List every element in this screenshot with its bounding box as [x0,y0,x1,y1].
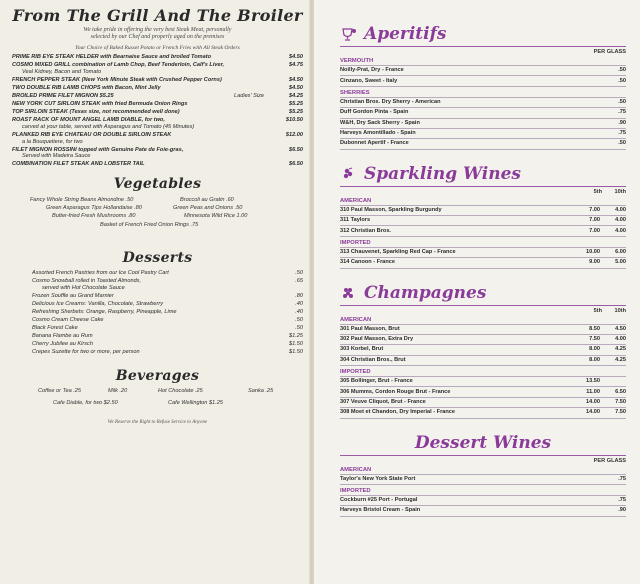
section-rule [340,305,626,306]
dessert-item-price: .65 [295,278,303,284]
tenth-column-label: 10th [614,188,626,195]
group-divider [340,495,626,496]
price-column-label: PER GLASS [593,457,626,464]
dessert-item-price: $1.50 [289,349,303,356]
wine-price-fifth [574,78,600,85]
wine-price-fifth: 7.50 [589,336,600,343]
vegetable-item: Fancy Whole String Beans Almondine .50 [30,196,134,203]
grill-item-text [12,77,279,84]
group-divider [340,474,626,475]
wine-name: 306 Mumms, Cordon Rouge Brut - France [340,388,451,395]
column-header [340,458,626,464]
dessert-item-text [32,278,279,291]
group-divider [340,97,626,98]
dessert-item-detail: served with Hot Chocolate Sauce [42,284,125,291]
row-divider [340,344,626,345]
dessert-item-name: Black Forest Cake [32,325,78,332]
wine-price-fifth: 14.00 [586,398,600,405]
wine-name: Dubonnet Apertif - France [340,140,409,147]
vegetables-list [30,196,303,240]
dessert-item [32,349,303,356]
wine-name: 303 Korbel, Brut [340,346,384,353]
potato-note: Your Choice of Baked Russet Potato or French Fries with All Steak Orders [75,45,240,51]
row-divider [340,236,626,237]
row-divider [340,484,626,485]
grill-item-detail: Veal Kidney, Bacon and Tomato [22,68,102,75]
grill-item-price: $5.25 [289,101,303,108]
dessert-item-price: .50 [295,325,303,332]
grill-item-detail: Served with Madeira Sauce [22,153,91,160]
wine-name: 307 Veuve Cliquot, Brut - France [340,398,426,405]
wine-price-tenth: .75 [618,130,626,137]
wine-price-fifth [574,109,600,116]
wine-price-fifth: 8.00 [589,356,600,363]
section-heading [340,164,626,184]
dessert-item [32,325,303,332]
wine-group-heading: SHERRIES [340,89,370,96]
dessert-item [32,301,303,308]
wine-name: 308 Moet et Chandon, Dry Imperial - France [340,409,456,416]
wine-price-fifth [574,507,600,514]
row-divider [340,149,626,150]
wine-name: 310 Paul Masson, Sparkling Burgundy [340,206,442,213]
dessert-item-text [32,270,279,277]
grill-item [12,101,303,108]
wine-price-tenth: .50 [618,98,626,105]
section-title: Sparkling Wines [364,163,521,184]
wine-item [340,78,626,85]
beverage-item: Milk .20 [108,387,128,394]
grill-item-name: COMBINATION FILET STEAK AND LOBSTER TAIL [12,161,145,168]
grill-item-name: FRENCH PEPPER STEAK (New York Minute Steak with Crushed Pepper Corns) [12,76,222,83]
section-heading [340,24,626,44]
wine-item [340,217,626,224]
row-divider [340,365,626,366]
dessert-item [32,293,303,300]
intro-line-1: We take pride in offering the very best Steak Meat, personally [83,27,232,33]
wine-name: Duff Gordon Pinta - Spain [340,109,409,116]
dessert-item-price: .40 [295,308,303,315]
wine-item [340,130,626,137]
section-rule [340,46,626,47]
vegetable-item: Broccoli au Gratin .60 [180,196,234,203]
vegetable-item: Basket of French Fried Onion Rings .75 [100,221,199,228]
wine-name: Christian Bros. Dry Sherry - American [340,98,441,105]
wine-item [340,207,626,214]
grill-item-price: $10.50 [285,117,303,124]
column-header [340,189,626,195]
grill-item-price: $4.50 [289,84,303,91]
grill-item [12,132,303,145]
row-divider [340,334,626,335]
row-divider [340,138,626,139]
wine-price-fifth [574,476,600,483]
beverage-item: Cafe Wellington $1.25 [168,399,223,406]
fifth-column-label: 5th [593,307,602,314]
grill-item-detail: carved at your table, served with Asparagus and Tomato (45 Minutes) [22,123,195,130]
vegetable-item: Green Peas and Onions .50 [173,204,243,211]
wine-price-fifth [574,497,600,504]
wine-group-heading: VERMOUTH [340,58,374,64]
wine-item [340,109,626,116]
wine-group-heading: AMERICAN [340,466,372,473]
wine-price-tenth: .50 [618,140,626,147]
grill-item-price: $4.25 [289,92,303,99]
dessert-item-name: Cosmo Snowball rolled in Toasted Almonds, [32,278,142,284]
grill-item-text [12,85,279,92]
dessert-item [32,317,303,324]
dessert-item-name: Frozen Souffle au Grand Marnier [32,292,114,299]
desserts-title: Desserts [122,249,193,266]
section-heading [340,433,626,453]
grill-item-name: TWO DOUBLE RIB LAMB CHOPS with Bacon, Mint Jelly [12,84,161,91]
vegetable-item: Butter-fried Fresh Mushrooms .80 [52,212,136,219]
wine-price-tenth [600,378,626,385]
grill-item [12,54,303,61]
row-divider [340,268,626,269]
wine-price-tenth: .75 [618,109,626,116]
dessert-item-name: Cosmo Cream Cheese Cake [32,316,104,323]
group-divider [340,247,626,248]
grill-item-price: $12.00 [285,131,303,138]
grill-item-name: BROILED PRIME FILET MIGNON $5.25 [12,92,114,99]
dessert-item-text [32,301,279,308]
grill-title: From The Grill And The Broiler [12,6,303,25]
dessert-item-text [32,309,279,316]
wine-price-fifth: 7.00 [589,206,600,213]
row-divider [340,257,626,258]
grill-item [12,147,303,160]
wine-group-heading: AMERICAN [340,316,372,323]
beverage-item: Coffee or Tea .25 [38,387,82,394]
grape-icon [340,27,358,41]
wine-item [340,378,626,385]
grill-item-text [12,54,279,61]
wine-name: Noilly-Prat, Dry - France [340,67,404,74]
wine-name: Taylor's New York State Port [340,475,416,482]
wine-price-tenth: .75 [618,475,626,482]
intro-line-2: selected by our Chef and properly aged on the premises [90,34,225,40]
wine-name: 314 Canoon - France [340,259,396,266]
dessert-item-text [32,333,279,340]
grill-item [12,62,303,75]
wine-price-tenth: .90 [618,119,626,126]
wine-price-fifth [574,67,600,74]
wine-name: Cockburn #25 Port - Portugal [340,497,418,504]
grape-icon [340,167,358,181]
wine-name: 313 Chauvenet, Sparkling Red Cap - France [340,248,456,255]
group-divider [340,205,626,206]
wine-name: 305 Bollinger, Brut - France [340,378,413,385]
vegetables-title: Vegetables [113,175,202,192]
grill-item-text [12,62,279,75]
wine-list-page [313,0,640,584]
wine-item [340,346,626,353]
vegetable-item: Minnesota Wild Rice 1.00 [184,212,248,219]
wine-price-tenth: .90 [618,507,626,514]
grill-item-text [12,93,219,100]
wine-price-fifth: 7.00 [589,227,600,234]
group-divider [340,65,626,66]
wine-price-tenth: 6.00 [615,248,626,255]
grill-item-name: ROAST RACK OF MOUNT ANGEL LAMB DIABLE, for two, [12,117,165,124]
section-title: Aperitifs [364,24,447,44]
wine-item [340,67,626,74]
row-divider [340,355,626,356]
wine-section-champagnes [340,283,626,419]
dessert-item-text [32,349,279,356]
service-footer: We Reserve the Right to Refuse Service to Anyone [107,419,208,425]
wine-section-sparkling [340,164,626,269]
row-divider [340,107,626,108]
dessert-item-text [32,325,279,332]
wine-price-fifth: 8.50 [589,325,600,332]
dessert-item-name: Crepes Suzette for two or more, per person [32,349,140,356]
grill-item [12,109,303,116]
grill-intro [12,27,303,41]
dessert-item-price: .50 [295,316,303,323]
grill-item-text [12,117,279,130]
wine-name: W&H, Dry Sack Sherry - Spain [340,119,420,126]
beverage-item: Sanka .25 [248,387,274,394]
dessert-item [32,270,303,277]
wine-name: Harveys Amontillado - Spain [340,130,416,137]
beverages-list [18,388,303,410]
grill-item-name: TOP SIRLOIN STEAK (Texas size, not recommended well done) [12,109,180,116]
wine-name: 302 Paul Masson, Extra Dry [340,336,414,343]
dessert-item-name: Delicious Ice Creams: Vanilla, Chocolate, Strawberry [32,300,163,307]
wine-price-fifth: 14.00 [586,409,600,416]
wine-price-fifth: 7.00 [589,217,600,224]
wine-price-fifth: 8.00 [589,346,600,353]
dessert-item [32,278,303,291]
dessert-item-price: .80 [295,292,303,299]
grape-icon [340,286,358,300]
wine-price-fifth: 13.50 [586,378,600,385]
row-divider [340,128,626,129]
wine-price-tenth: 4.00 [615,206,626,213]
row-divider [340,516,626,517]
wine-price-fifth [574,140,600,147]
wine-group-heading: IMPORTED [340,369,371,375]
dessert-item-price: $1.25 [289,333,303,340]
dessert-item-text [32,317,279,324]
wine-price-fifth [574,99,600,106]
wine-item [340,228,626,235]
wine-item [340,476,626,483]
row-divider [340,397,626,398]
grill-item [12,93,303,100]
wine-item [340,326,626,333]
group-divider [340,376,626,377]
wine-group-heading: AMERICAN [340,197,372,204]
beverage-item: Hot Chocolate .25 [158,387,203,394]
wine-price-tenth: .75 [618,497,626,504]
grill-menu-page [0,0,313,584]
vegetable-item: Green Asparagus Tips Hollandaise .80 [46,204,142,211]
grill-item-price: $4.50 [289,54,303,60]
dessert-item-price: .50 [295,269,303,276]
row-divider [340,407,626,408]
section-rule [340,186,626,187]
dessert-item-price: .40 [295,300,303,307]
row-divider [340,75,626,76]
grill-item-text [12,101,279,108]
wine-section-aperitifs [340,24,626,150]
grill-item-price: $4.75 [289,62,303,69]
wine-item [340,507,626,514]
section-title: Champagnes [364,282,487,303]
dessert-item-list [12,270,303,356]
grill-item-text [12,109,279,116]
grill-item-list [12,54,303,168]
fifth-column-label: 5th [593,188,602,195]
group-divider [340,324,626,325]
wine-price-tenth: 4.50 [615,325,626,332]
price-column-label: PER GLASS [593,49,626,55]
dessert-item-text [32,293,279,300]
wine-section-dessert-wines [340,433,626,517]
wine-item [340,140,626,147]
grill-item-name: COSMO MIXED GRILL combination of Lamb Chop, Beef Tenderloin, Calf's Liver, [12,62,225,69]
wine-price-tenth: 4.00 [615,336,626,343]
grill-item-detail: a la Bouquetiere, for two [22,138,83,145]
dessert-item-name: Refreshing Sherbets: Orange, Raspberry, Pineapple, Lime [32,308,177,315]
section-heading [340,283,626,303]
wine-item [340,99,626,106]
row-divider [340,86,626,87]
grill-item-name: PRIME RIB EYE STEAK HELDER with Bearnaise Sauce and broiled Tomato [12,54,212,60]
tenth-column-label: 10th [614,307,626,314]
wine-group-heading: IMPORTED [340,487,371,494]
row-divider [340,418,626,419]
grill-item-text [12,161,279,168]
dessert-item [32,309,303,316]
beverages-title: Beverages [115,367,200,384]
wine-price-tenth: 5.00 [615,259,626,266]
row-divider [340,215,626,216]
grill-item-name: FILET MIGNON ROSSINI topped with Genuine Pate de Foie-gras, [12,146,184,153]
grill-item [12,117,303,130]
wine-price-tenth: 7.50 [615,398,626,405]
wine-item [340,357,626,364]
section-rule [340,455,626,456]
wine-price-tenth: 6.50 [615,388,626,395]
wine-price-tenth: 4.25 [615,346,626,353]
wine-price-fifth [574,120,600,127]
wine-item [340,120,626,127]
grill-item [12,77,303,84]
grill-item [12,85,303,92]
grill-item-price: $5.25 [289,109,303,116]
grill-item-price: $6.50 [289,161,303,168]
grill-item-name: NEW YORK CUT SIRLOIN STEAK with fried Bermuda Onion Rings [12,101,188,108]
wine-name: 304 Christian Bros., Brut [340,356,406,363]
wine-item [340,497,626,504]
wine-price-tenth: 4.25 [615,356,626,363]
wine-item [340,249,626,256]
row-divider [340,225,626,226]
section-title: Dessert Wines [414,432,552,453]
dessert-item-name: Cherry Jubilee au Kirsch [32,341,93,348]
wine-item [340,409,626,416]
wine-sections [340,24,626,517]
wine-name: Harveys Bristol Cream - Spain [340,507,421,514]
wine-item [340,336,626,343]
dessert-item [32,341,303,348]
grill-item-text [12,147,279,160]
wine-price-fifth: 11.00 [586,388,600,395]
wine-group-heading: IMPORTED [340,239,371,246]
grill-item-text [12,132,279,145]
row-divider [340,386,626,387]
wine-name: 311 Taylors [340,217,371,224]
wine-price-fifth [574,130,600,137]
dessert-item-text [32,341,279,348]
wine-item [340,399,626,406]
row-divider [340,505,626,506]
column-header [340,49,626,55]
beverage-item: Cafe Diable, for two $2.50 [53,399,118,406]
dessert-item [32,333,303,340]
grill-item-note: Ladies' Size [234,92,264,99]
wine-item [340,259,626,266]
grill-item-price: $4.50 [289,76,303,83]
dessert-item-name: Banana Flambe au Rum [32,333,93,340]
dessert-item-price: $1.50 [289,341,303,348]
wine-name: Cinzano, Sweet - Italy [340,77,398,84]
grill-item-price: $6.50 [289,146,303,153]
wine-price-fifth: 10.00 [586,248,600,255]
wine-name: 301 Paul Masson, Brut [340,325,400,332]
grill-item [12,161,303,168]
wine-name: 312 Christian Bros. [340,227,391,234]
row-divider [340,118,626,119]
dessert-item-name: Assorted French Pastries from our Ice Cool Pastry Cart [32,269,169,276]
wine-price-fifth: 9.00 [589,259,600,266]
wine-price-tenth: 4.00 [615,217,626,224]
wine-price-tenth: 7.50 [615,409,626,416]
wine-price-tenth: 4.00 [615,227,626,234]
wine-item [340,389,626,396]
column-header [340,308,626,314]
wine-price-tenth: .50 [618,67,626,74]
wine-price-tenth: .50 [618,77,626,84]
grill-item-name: PLANKED RIB EYE CHATEAU OR DOUBLE SIRLOIN STEAK [12,131,172,138]
